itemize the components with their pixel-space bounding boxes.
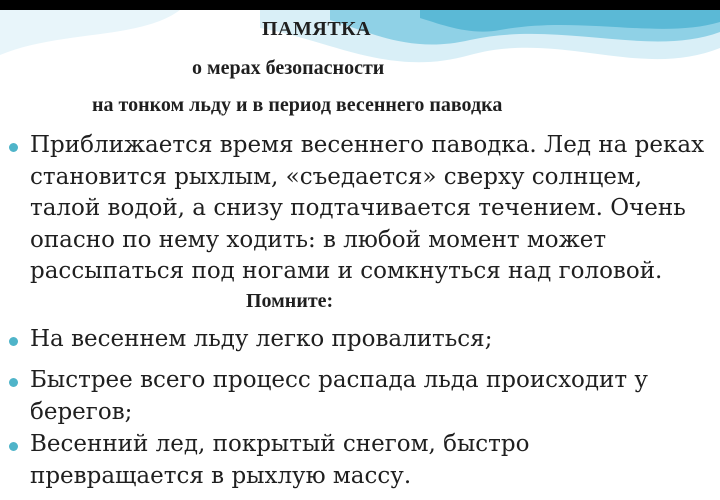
bullet-icon: [9, 378, 18, 387]
memo-subtitle-line1: о мерах безопасности: [192, 57, 385, 79]
top-bar: [0, 0, 720, 10]
intro-paragraph: Приближается время весеннего паводка. Лед на реках становится рыхлым, «съедается» сверху солнцем, талой водой, а снизу подтачивается течением. Очень опасно по нему ходить: в любой момент может рассыпаться под ногами и сомкнуться над головой.: [30, 132, 705, 284]
list-item: Весенний лед, покрытый снегом, быстро превращается в рыхлую массу.: [30, 431, 530, 489]
remember-heading: Помните:: [246, 290, 334, 312]
memo-subtitle-line2: на тонком льду и в период весеннего паводка: [92, 94, 503, 116]
bullet-icon: [9, 337, 18, 346]
list-item: Быстрее всего процесс распада льда происходит у берегов;: [30, 367, 648, 425]
list-item: На весеннем льду легко провалиться;: [30, 326, 493, 352]
bullet-icon: [9, 442, 18, 451]
bullet-icon: [9, 143, 18, 152]
memo-title: ПАМЯТКА: [262, 18, 372, 40]
